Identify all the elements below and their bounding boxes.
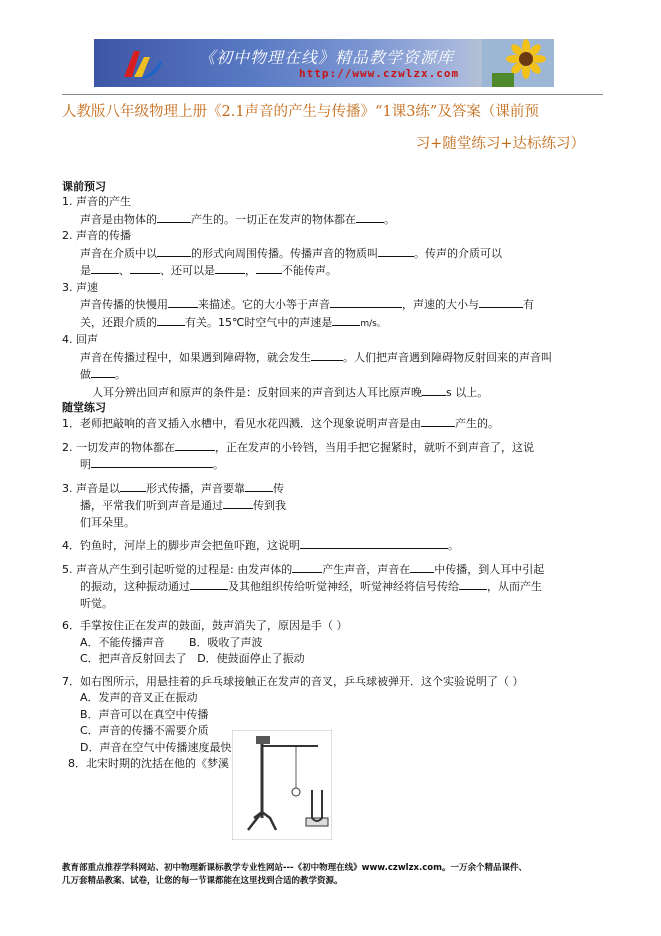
- practice-q6-options-cd: C．把声音反射回去了 D．使鼓面停止了振动: [80, 652, 305, 665]
- practice-q3-line3: 们耳朵里。: [80, 515, 135, 529]
- preview-q4-line3: 人耳分辨出回声和原声的条件是：反射回来的声音到达人耳比原声晚 s 以上。: [92, 385, 489, 399]
- preview-q3-line2: 关，还跟介质的 有关。15℃时空气中的声速是 m/s。: [80, 315, 386, 329]
- practice-q7-option-d: D．声音在空气中传播速度最快: [80, 740, 232, 754]
- preview-q2-line1: 声音在介质中以 的形式向周围传播。传播声音的物质叫 。传声的介质可以: [80, 246, 502, 260]
- practice-q4: 4．钓鱼时，河岸上的脚步声会把鱼吓跑，这说明 。: [62, 539, 459, 552]
- practice-q5-line3: 听觉。: [80, 596, 113, 610]
- practice-q7-option-a: A．发声的音叉正在振动: [80, 691, 198, 704]
- practice-q7-stem: 7．如右图所示，用悬挂着的乒乓球接触正在发声的音叉，乒乓球被弹开．这个实验说明了（ ）: [62, 674, 524, 688]
- title-line-1: 人教版八年级物理上册《2.1声音的产生与传播》“1课3练”及答案（课前预: [62, 104, 539, 120]
- preview-q1-title: 1. 声音的产生: [62, 195, 131, 208]
- footer-line-1: 教育部重点推荐学科网站、初中物理新课标教学专业性网站---《初中物理在线》www.czwlzx.com。一万余个精品课件、: [62, 863, 527, 873]
- preview-q4-title: 4. 回声: [62, 333, 98, 346]
- practice-q1: 1．老师把敲响的音叉插入水槽中，看见水花四溅．这个现象说明声音是由 产生的。: [62, 417, 499, 430]
- practice-heading: 随堂练习: [62, 401, 106, 414]
- practice-q7-option-b: B．声音可以在真空中传播: [80, 707, 209, 721]
- site-logo: [120, 47, 164, 81]
- banner-url[interactable]: http://www.czwlzx.com: [299, 67, 460, 80]
- preview-q3-title: 3. 声速: [62, 280, 98, 294]
- practice-q3-line2: 播，平常我们听到声音是通过 传到我: [80, 499, 286, 512]
- title-line-2: 习+随堂练习+达标练习）: [415, 136, 585, 152]
- preview-q4-line1: 声音在传播过程中，如果遇到障碍物，就会发生 。人们把声音遇到障碍物反射回来的声音叫: [80, 350, 552, 364]
- practice-q2-line1: 2. 一切发声的物体都在 ，正在发声的小铃铛，当用手把它握紧时，就听不到声音了，这说: [62, 440, 534, 454]
- practice-q5-line2: 的振动，这种振动通过 及其他组织传给听觉神经，听觉神经将信号传给 ，从而产生: [80, 580, 542, 593]
- preview-q3-line1: 声音传播的快慢用 来描述。它的大小等于声音 ，声速的大小与 有: [80, 298, 534, 311]
- preview-q1-line: 声音是由物体的 产生的。一切正在发声的物体都在 。: [80, 212, 395, 226]
- tuning-fork-pendulum-figure: [232, 730, 332, 840]
- preview-q4-line2: 做 。: [80, 368, 126, 381]
- preview-q2-line2: 是 、 、还可以是 ， 不能传声。: [80, 264, 337, 277]
- header-banner: [94, 39, 554, 87]
- practice-q5-line1: 5. 声音从产生到引起听觉的过程是: 由发声体的 产生声音，声音在 中传播，到人耳中引起: [62, 562, 545, 576]
- footer-line-2: 几万套精品教案、试卷，让您的每一节课都能在这里找到合适的教学资源。: [62, 876, 343, 886]
- document-body: [62, 180, 603, 773]
- practice-q8-stem: 8．北宋时期的沈括在他的《梦溪: [68, 757, 229, 770]
- page-footer: [62, 862, 622, 888]
- practice-q7-option-c: C．声音的传播不需要介质: [80, 724, 209, 737]
- banner-title: 《初中物理在线》精品教学资源库: [199, 48, 455, 67]
- practice-q3-line1: 3. 声音是以 形式传播，声音要靠 传: [62, 481, 284, 495]
- header-rule: [62, 94, 603, 95]
- sunflower-image: [482, 39, 554, 87]
- document-title: [62, 96, 603, 160]
- practice-q6-stem: 6．手掌按住正在发声的鼓面，鼓声消失了，原因是手（ ）: [62, 619, 348, 632]
- practice-q6-options-ab: A．不能传播声音 B．吸收了声波: [80, 635, 263, 649]
- preview-heading: 课前预习: [62, 180, 106, 193]
- preview-q2-title: 2. 声音的传播: [62, 229, 131, 242]
- practice-q2-line2: 明 。: [80, 458, 224, 471]
